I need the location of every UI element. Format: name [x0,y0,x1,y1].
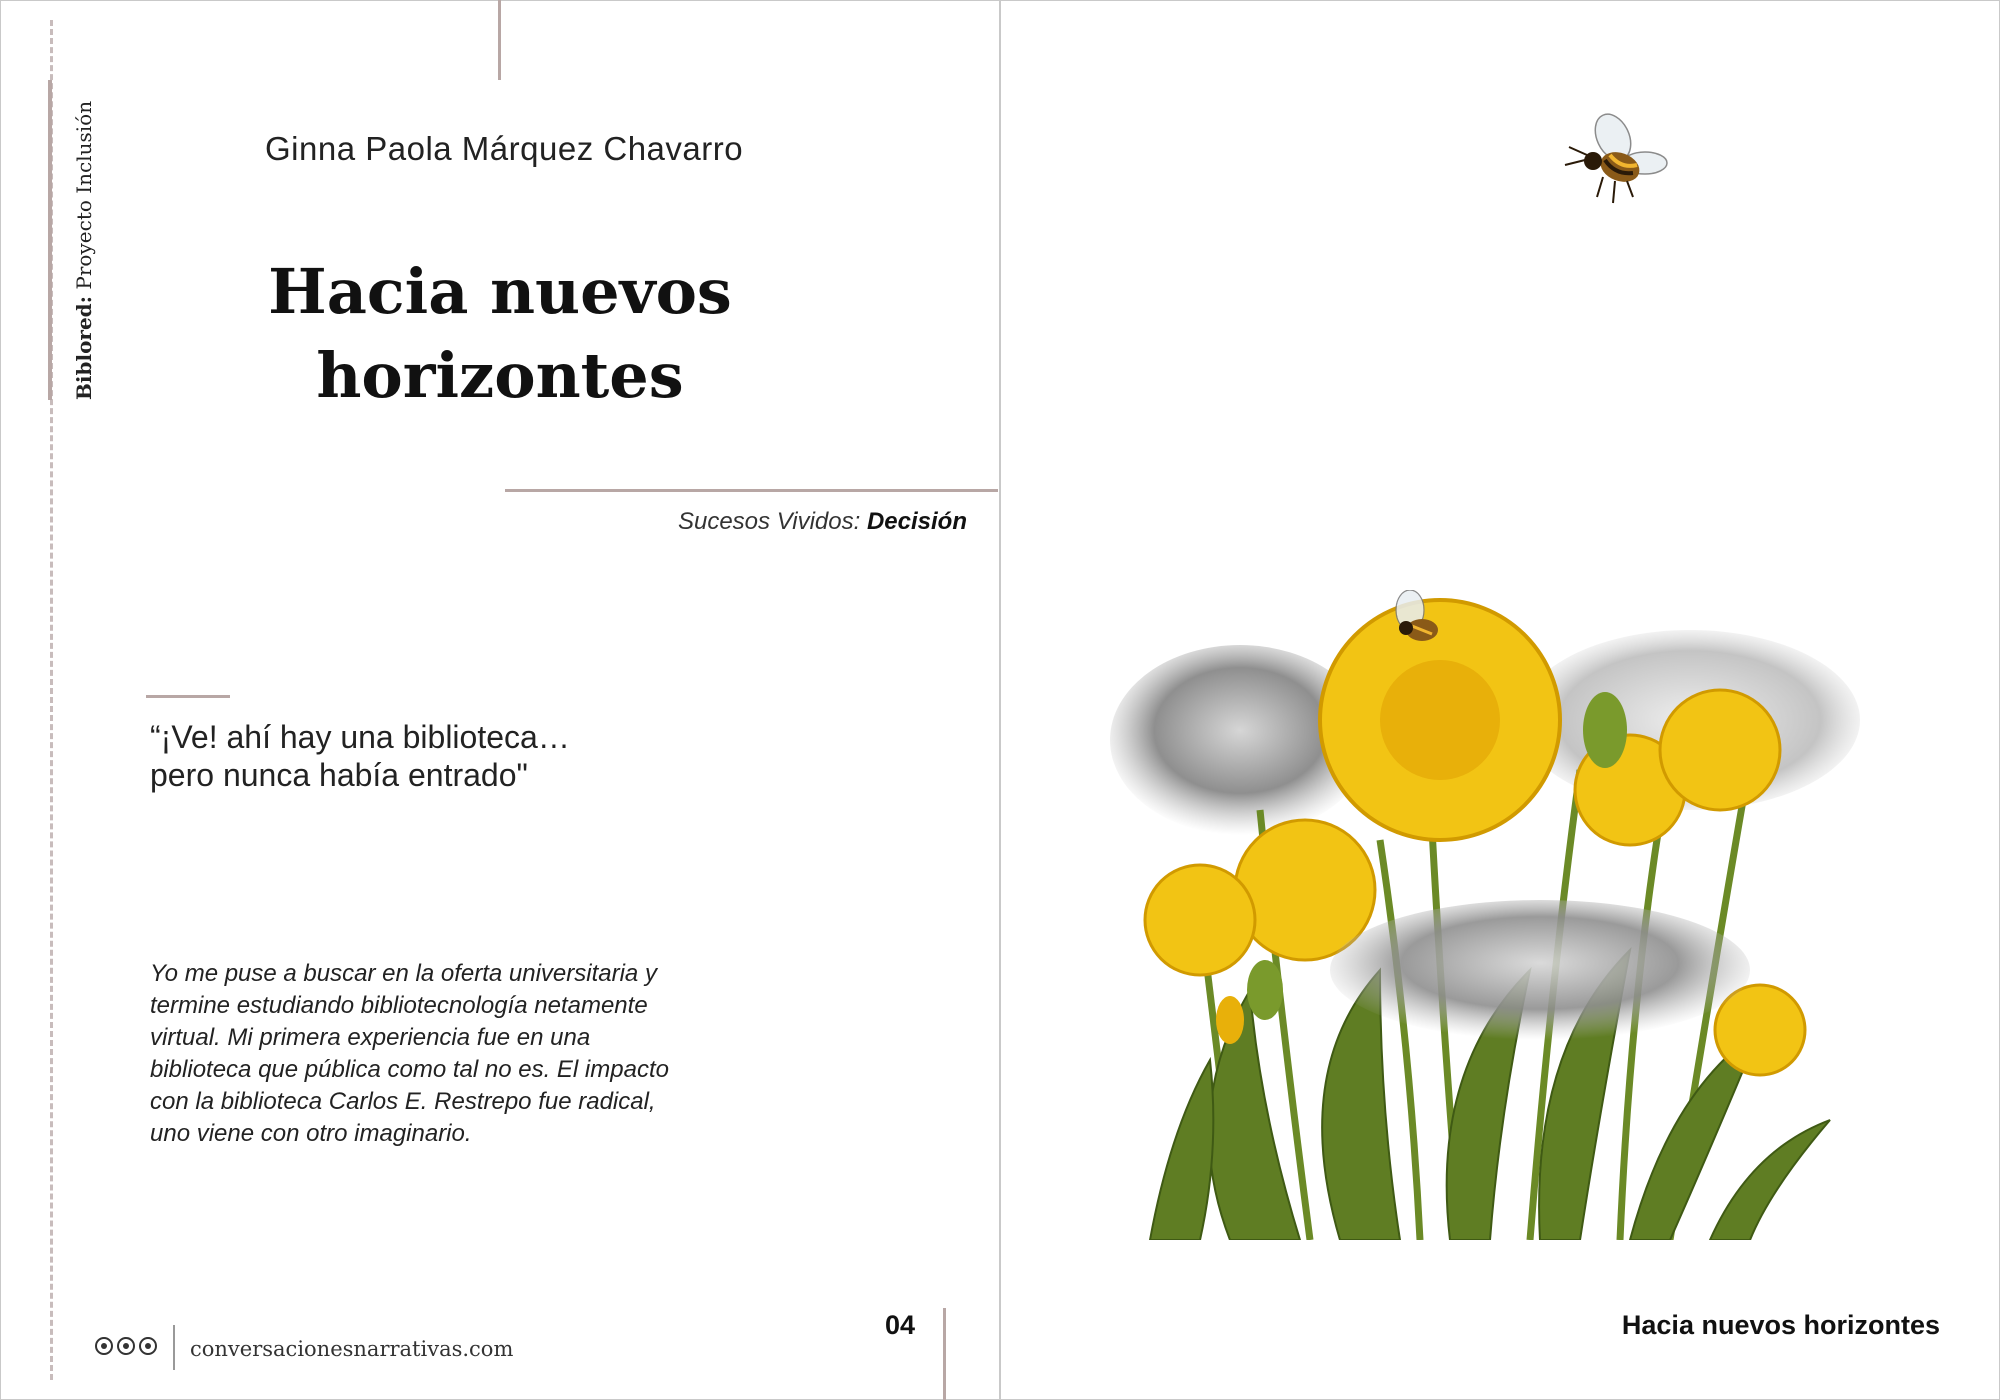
footer-url[interactable]: conversacionesnarrativas.com [190,1337,514,1361]
pull-quote [150,718,570,794]
author-name: Ginna Paola Márquez Chavarro [265,130,744,167]
body-paragraph: Yo me puse a buscar en la oferta universitaria y termine estudiando bibliotecnología netamente virtual. Mi primera experiencia fue en una biblioteca que pública como tal no es. El impacto con la biblioteca Carlos E. Restrepo fue radical, uno viene con otro imaginario. [150,960,669,1147]
side-label-bold: Biblored: [72,295,96,400]
footer-separator [173,1325,175,1370]
page-number-divider [943,1308,946,1400]
page-title [200,250,800,418]
running-footer-title: Hacia nuevos horizontes [1621,1310,1940,1340]
side-label [72,101,96,400]
title-underline [505,489,998,492]
license-icons [95,1337,157,1355]
nc-icon [139,1337,157,1355]
title-line-2: horizontes [316,339,684,412]
side-accent-rule [48,80,52,400]
cc-icon [95,1337,113,1355]
section-name: Decisión [866,508,967,535]
quote-line-2: pero nunca había entrado" [150,757,528,793]
title-line-1: Hacia nuevos [268,255,732,328]
side-label-rest: Proyecto Inclusión [72,100,96,296]
front-cloud [1330,900,1750,1040]
quote-rule [146,695,230,698]
page-number: 04 [885,1310,916,1340]
bee-icon [1555,105,1685,225]
quote-line-1: “¡Ve! ahí hay una biblioteca… [150,719,570,755]
section-prefix: Sucesos Vividos: [677,508,867,535]
by-icon [117,1337,135,1355]
dandelion-illustration [1110,590,1890,1240]
section-label [678,508,967,536]
top-divider-line [498,0,501,80]
